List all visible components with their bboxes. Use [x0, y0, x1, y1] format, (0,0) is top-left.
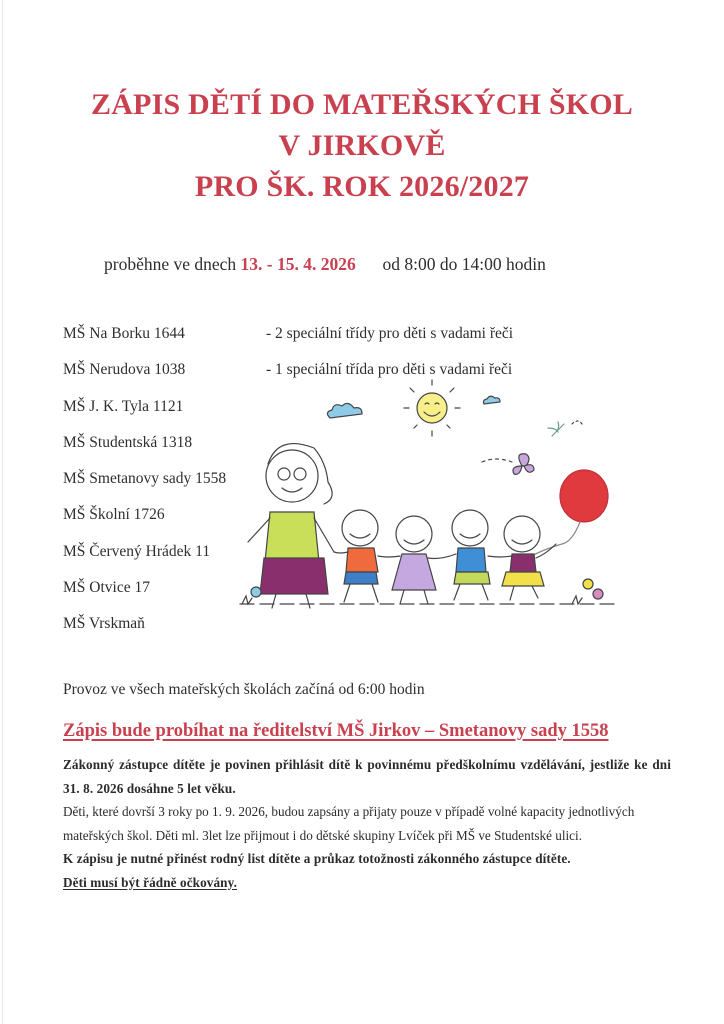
child-figure	[452, 510, 490, 600]
dates-prefix: proběhne ve dnech	[104, 254, 237, 274]
child-figure	[342, 510, 378, 602]
flower-icon	[593, 589, 603, 599]
school-item: MŠ Otvice 17	[63, 579, 150, 597]
butterfly-icon	[513, 454, 534, 475]
vaccination-note: Děti musí být řádně očkovány.	[63, 874, 237, 890]
dates-hours: od 8:00 do 14:00 hodin	[382, 254, 546, 274]
school-item: MŠ Nerudova 1038	[63, 361, 186, 379]
school-item: MŠ Školní 1726	[63, 506, 165, 524]
title-line-3: PRO ŠK. ROK 2026/2027	[194, 170, 530, 203]
school-note: - 1 speciální třída pro děti s vadami řeči	[266, 361, 513, 379]
poster-title	[0, 84, 724, 207]
flower-icon	[583, 579, 593, 589]
child-figure	[392, 516, 436, 604]
school-item: MŠ J. K. Tyla 1121	[63, 397, 184, 415]
school-note: - 2 speciální třídy pro děti s vadami řeči	[266, 325, 514, 342]
enrollment-dates	[104, 254, 546, 275]
school-item: MŠ Vrskmaň	[63, 615, 145, 633]
documents-note: K zápisu je nutné přinést rodný list dítěte a průkaz totožnosti zákonného zástupce dítěte.	[63, 851, 571, 866]
teacher-figure	[248, 444, 334, 608]
children-illustration	[232, 378, 632, 618]
capacity-note: Děti, které dovrší 3 roky po 1. 9. 2026, budou zapsány a přijaty pouze v případě volné kapacity jednotlivých mateřských škol. Děti ml. 3let lze přijmout i do dětské skupiny Lvíček při MŠ ve Studentské ulici.	[63, 804, 635, 843]
operating-hours-note: Provoz ve všech mateřských školách začíná od 6:00 hodin	[63, 681, 425, 698]
child-figure	[502, 516, 544, 600]
title-line-2: V JIRKOVĚ	[278, 129, 446, 162]
school-item: MŠ Na Borku 1644	[63, 325, 185, 342]
dragonfly-icon	[548, 422, 564, 436]
balloon-icon	[560, 470, 608, 522]
info-paragraphs	[63, 753, 671, 894]
title-line-1: ZÁPIS DĚTÍ DO MATEŘSKÝCH ŠKOL	[90, 88, 633, 121]
flower-icon	[251, 587, 261, 597]
cloud-icon	[327, 403, 362, 418]
sun-icon	[404, 380, 460, 436]
enrollment-location-heading: Zápis bude probíhat na ředitelství MŠ Jirkov – Smetanovy sady 1558	[63, 721, 609, 741]
school-item: MŠ Studentská 1318	[63, 433, 193, 451]
school-list	[63, 324, 226, 651]
school-item: MŠ Červený Hrádek 11	[63, 542, 211, 560]
cloud-icon	[483, 396, 500, 404]
dates-range: 13. - 15. 4. 2026	[240, 254, 356, 274]
school-item: MŠ Smetanovy sady 1558	[63, 470, 227, 488]
mandatory-enrollment-note: Zákonný zástupce dítěte je povinen přihlásit dítě k povinnému předškolnímu vzdělávání, jestliže ke dni 31. 8. 2026 dosáhne 5 let věku.	[63, 757, 671, 796]
